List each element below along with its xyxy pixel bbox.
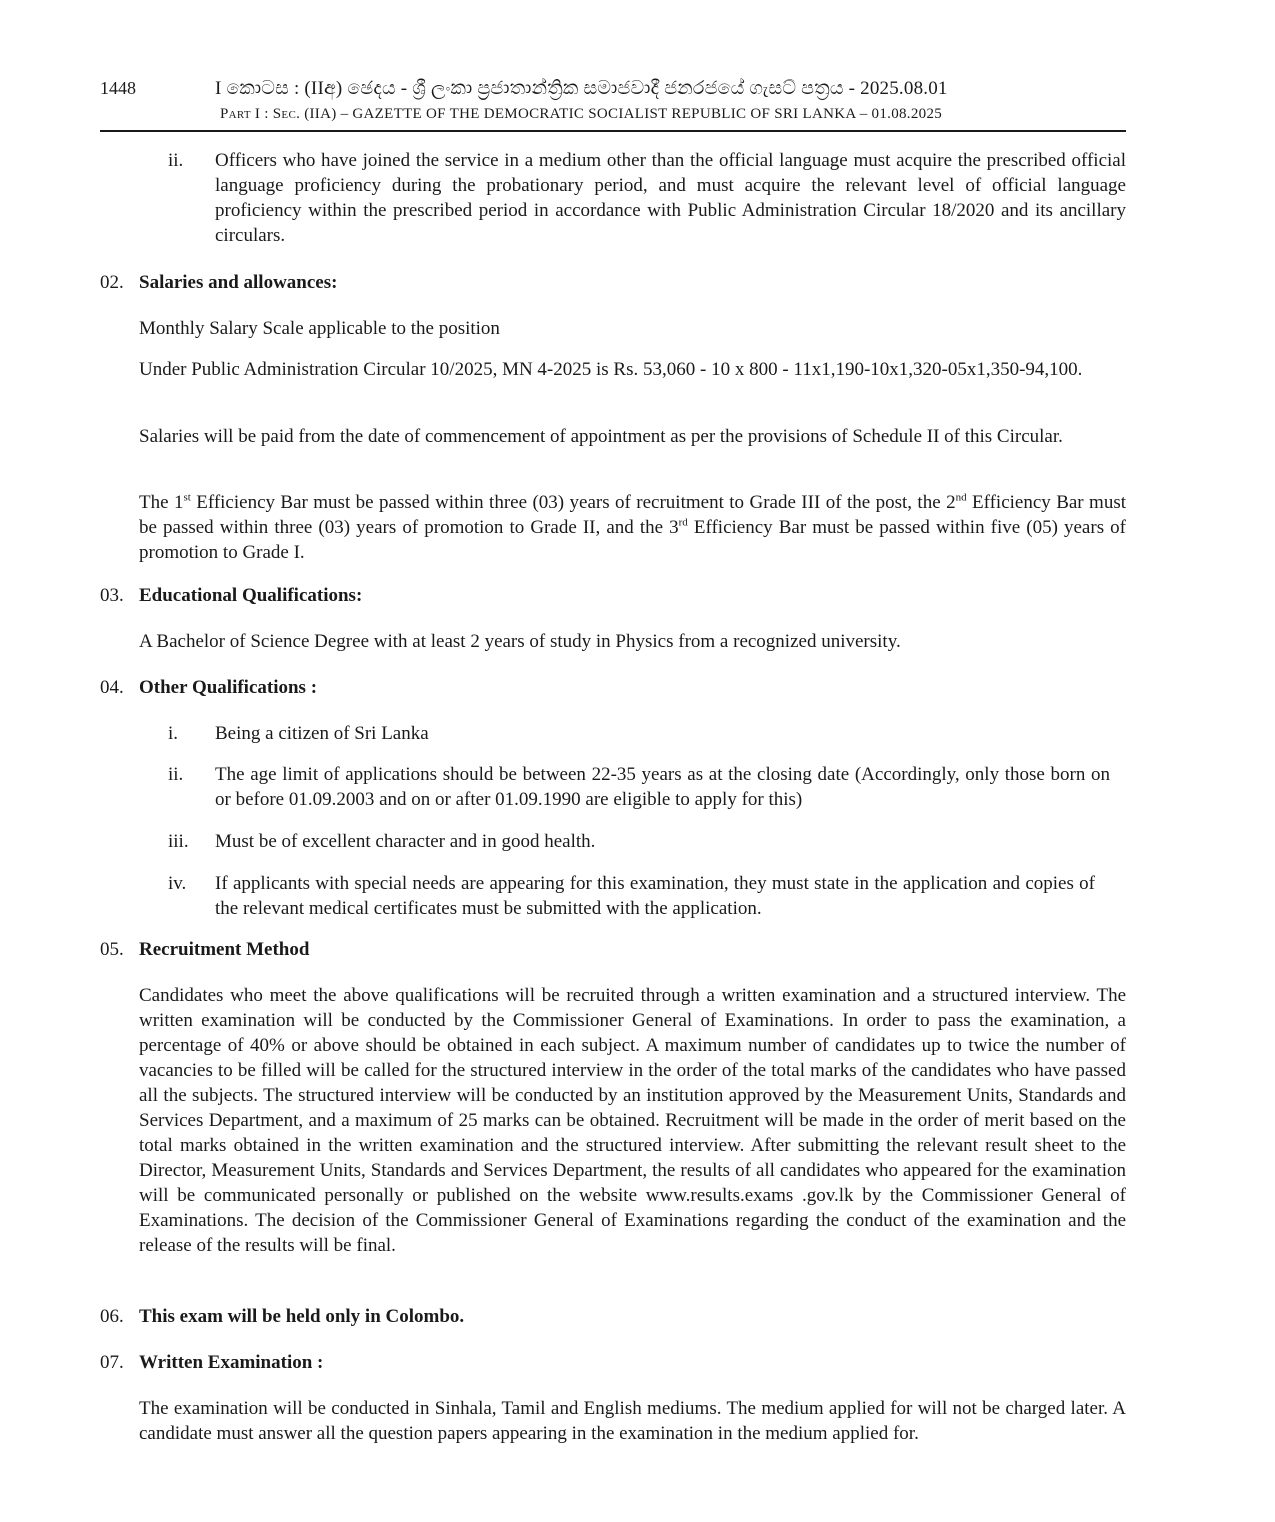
section-04-item-text: Being a citizen of Sri Lanka [215,723,429,744]
section-03-text: A Bachelor of Science Degree with at least 2 years of study in Physics from a recognized university. [139,631,901,652]
p4-text-d: Efficiency Bar must be passed within five (05) years of promotion to Grade I. [139,517,1126,563]
section-04-item-text: Must be of excellent character and in good health. [215,831,596,852]
section-02-number: 02. [100,272,124,293]
intro-item-text: Officers who have joined the service in a medium other than the official language must acquire the prescribed official language proficiency during the probationary period, and must acquire the relevant level of official language proficiency within the prescribed period in accordance with Public Administration Circular 18/2020 and its ancillary circulars. [215,150,1126,246]
section-06-heading: This exam will be held only in Colombo. [139,1306,465,1327]
section-02-paragraph-3: Salaries will be paid from the date of commencement of appointment as per the provisions of Schedule II of this Circular. [139,426,1063,447]
section-04-item-marker: i. [168,723,179,744]
section-03-number: 03. [100,585,124,606]
section-07-text: The examination will be conducted in Sinhala, Tamil and English mediums. The medium applied for will not be charged later. A candidate must answer all the question papers appearing in the examination in the medium applied for. [139,1398,1126,1444]
section-04-number: 04. [100,677,124,698]
p4-text-b: Efficiency Bar must be passed within three (03) years of recruitment to Grade III of the post, the 2 [190,492,956,513]
header-part: Part I : Sec. [220,106,301,122]
section-04-item-marker: ii. [168,764,184,785]
page-number: 1448 [100,78,136,98]
section-04-item-text: The age limit of applications should be between 22-35 years as at the closing date (Accordingly, only those born on or before 01.09.2003 and on or after 01.09.1990 are eligible to apply for this) [215,764,1110,810]
section-04-item-text: If applicants with special needs are appearing for this examination, they must state in the application and copies of the relevant medical certificates must be submitted with the application. [215,873,1095,919]
header-title-english [220,106,942,123]
p4-text-c: Efficiency Bar must be passed within three (03) years of promotion to Grade II, and the 3 [139,492,1126,538]
section-02-paragraph-2: Under Public Administration Circular 10/2025, MN 4-2025 is Rs. 53,060 - 10 x 800 - 11x1,190-10x1,320-05x1,350-94,100. [139,359,1083,380]
header-rule [100,130,1126,132]
section-07-heading: Written Examination : [139,1352,324,1373]
p4-sup-3: rd [678,516,688,529]
section-02-heading: Salaries and allowances: [139,272,338,293]
p4-text-a: The 1 [139,492,184,513]
section-03-heading: Educational Qualifications: [139,585,363,606]
section-02-paragraph-1: Monthly Salary Scale applicable to the position [139,318,500,339]
section-04-heading: Other Qualifications : [139,677,318,698]
header-title-sinhala: I කොටස : (IIඅ) ඡෙදය - ශ්‍රී ලංකා ප්‍රජාතාන්ත්‍රික සමාජවාදී ජනරජයේ ගැසට් පත්‍රය - 2025.08.01 [215,78,948,99]
section-05-number: 05. [100,939,124,960]
section-04-item-marker: iii. [168,831,189,852]
intro-item-marker: ii. [168,150,184,171]
header-gazette-title: (IIA) – GAZETTE OF THE DEMOCRATIC SOCIALIST REPUBLIC OF SRI LANKA – 01.08.2025 [300,106,943,122]
section-02-paragraph-4 [139,490,1126,565]
section-05-text: Candidates who meet the above qualifications will be recruited through a written examination and a structured interview. The written examination will be conducted by the Commissioner General of Examinations. In order to pass the examination, a percentage of 40% or above should be obtained in each subject. A maximum number of candidates up to twice the number of vacancies to be filled will be called for the structured interview in the order of the total marks of the candidates who have passed all the subjects. The structured interview will be conducted by an institution approved by the Measurement Units, Standards and Services Department, and a maximum of 25 marks can be obtained. Recruitment will be made in the order of merit based on the total marks obtained in the written examination and the structured interview. After submitting the relevant result sheet to the Director, Measurement Units, Standards and Services Department, the results of all candidates who appeared for the examination will be communicated personally or published on the website www.results.exams .gov.lk by the Commissioner General of Examinations. The decision of the Commissioner General of Examinations regarding the conduct of the examination and the release of the results will be final. [139,985,1126,1256]
p4-sup-1: st [183,491,191,504]
section-05-heading: Recruitment Method [139,939,310,960]
p4-sup-2: nd [955,491,967,504]
section-04-item-marker: iv. [168,873,187,894]
section-07-number: 07. [100,1352,124,1373]
section-06-number: 06. [100,1306,124,1327]
